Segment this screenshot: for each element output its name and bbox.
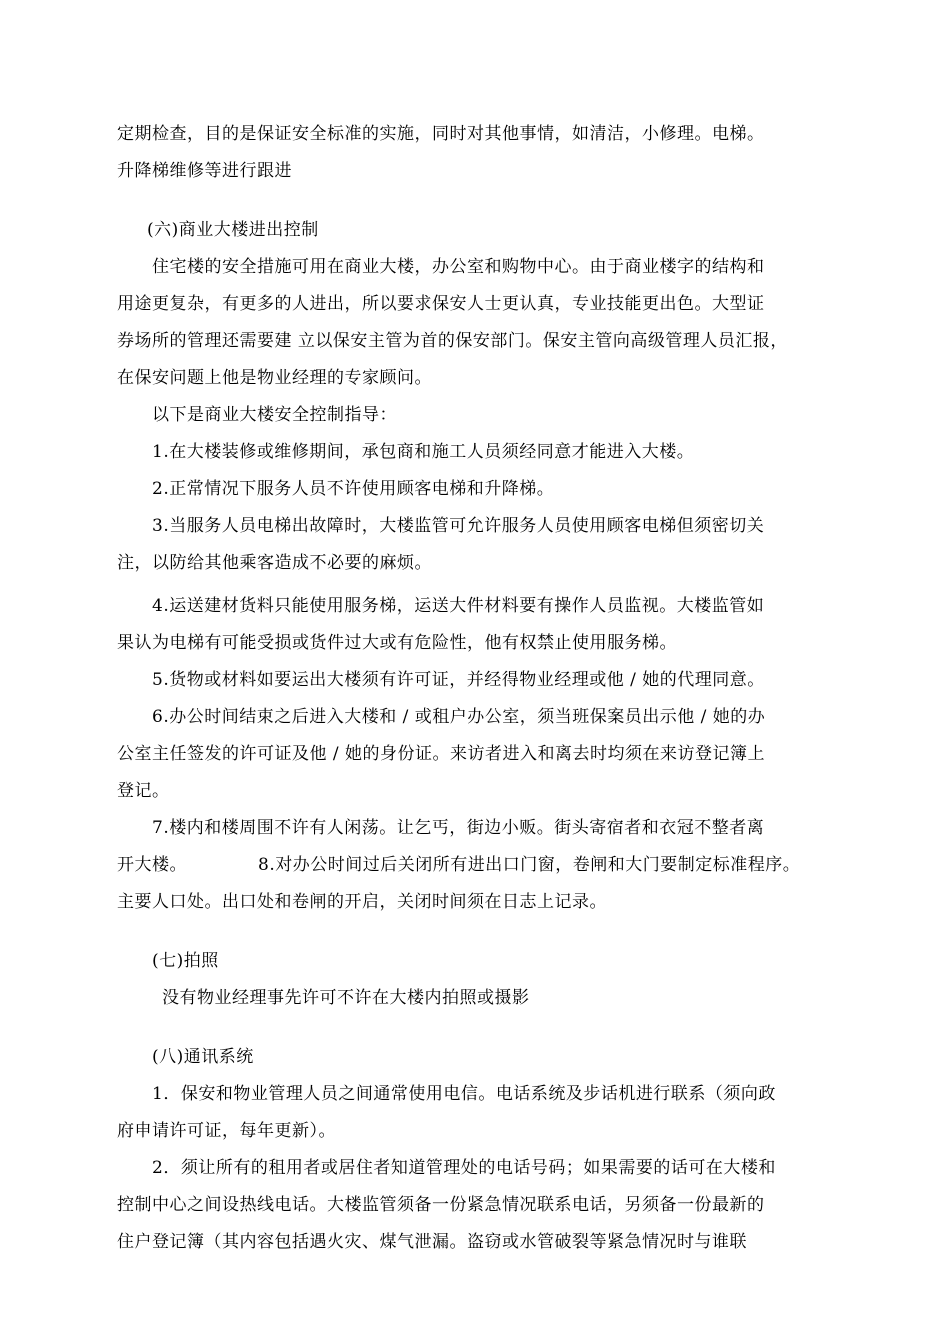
text-line: 券场所的管理还需要建 立以保安主管为首的保安部门。保安主管向高级管理人员汇报， <box>117 331 788 351</box>
text-line: 住宅楼的安全措施可用在商业大楼，办公室和购物中心。由于商业楼字的结构和 <box>152 257 765 277</box>
text-line: 没有物业经理事先许可不许在大楼内拍照或摄影 <box>162 988 530 1008</box>
text-line: 开大楼。 <box>117 855 187 875</box>
section-heading: (六)商业大楼进出控制 <box>147 220 319 240</box>
text-line: 主要人口处。出口处和卷闸的开启，关闭时间须在日志上记录。 <box>117 892 607 912</box>
text-line: 升降梯维修等进行跟进 <box>117 161 292 181</box>
text-line: 府申请许可证，每年更新）。 <box>117 1121 336 1141</box>
section-heading: (八)通讯系统 <box>152 1047 254 1067</box>
text-line: 用途更复杂，有更多的人进出，所以要求保安人士更认真，专业技能更出色。大型证 <box>117 294 765 314</box>
text-line: 在保安问题上他是物业经理的专家顾问。 <box>117 368 432 388</box>
text-line: 注，以防给其他乘客造成不必要的麻烦。 <box>117 553 432 573</box>
section-heading: (七)拍照 <box>152 951 219 971</box>
text-line: 以下是商业大楼安全控制指导： <box>152 405 397 425</box>
list-item: 8.对办公时间过后关闭所有进出口门窗，卷闸和大门要制定标准程序。 <box>258 855 801 875</box>
list-item: 2．须让所有的租用者或居住者知道管理处的电话号码；如果需要的话可在大楼和 <box>152 1158 776 1178</box>
text-line: 定期检查，目的是保证安全标准的实施，同时对其他事情，如清洁，小修理。电梯。 <box>117 124 765 144</box>
list-item: 2.正常情况下服务人员不许使用顾客电梯和升降梯。 <box>152 479 555 499</box>
list-item: 6.办公时间结束之后进入大楼和 / 或租户办公室，须当班保案员出示他 / 她的办 <box>152 707 766 727</box>
list-item: 3.当服务人员电梯出故障时，大楼监管可允许服务人员使用顾客电梯但须密切关 <box>152 516 765 536</box>
text-line: 住户登记簿（其内容包括遇火灾、煤气泄漏。盗窃或水管破裂等紧急情况时与谁联 <box>117 1232 747 1252</box>
list-item: 1.在大楼装修或维修期间，承包商和施工人员须经同意才能进入大楼。 <box>152 442 695 462</box>
text-line: 登记。 <box>117 781 170 801</box>
list-item: 7.楼内和楼周围不许有人闲荡。让乞丐，街边小贩。街头寄宿者和衣冠不整者离 <box>152 818 765 838</box>
list-item: 5.货物或材料如要运出大楼须有许可证，并经得物业经理或他 / 她的代理同意。 <box>152 670 765 690</box>
text-line: 果认为电梯有可能受损或货件过大或有危险性，他有权禁止使用服务梯。 <box>117 633 677 653</box>
list-item: 4.运送建材货料只能使用服务梯，运送大件材料要有操作人员监视。大楼监管如 <box>152 596 765 616</box>
text-line: 控制中心之间设热线电话。大楼监管须备一份紧急情况联系电话，另须备一份最新的 <box>117 1195 765 1215</box>
text-line: 公室主任签发的许可证及他 / 她的身份证。来访者进入和离去时均须在来访登记簿上 <box>117 744 766 764</box>
list-item: 1．保安和物业管理人员之间通常使用电信。电话系统及步话机进行联系（须向政 <box>152 1084 776 1104</box>
